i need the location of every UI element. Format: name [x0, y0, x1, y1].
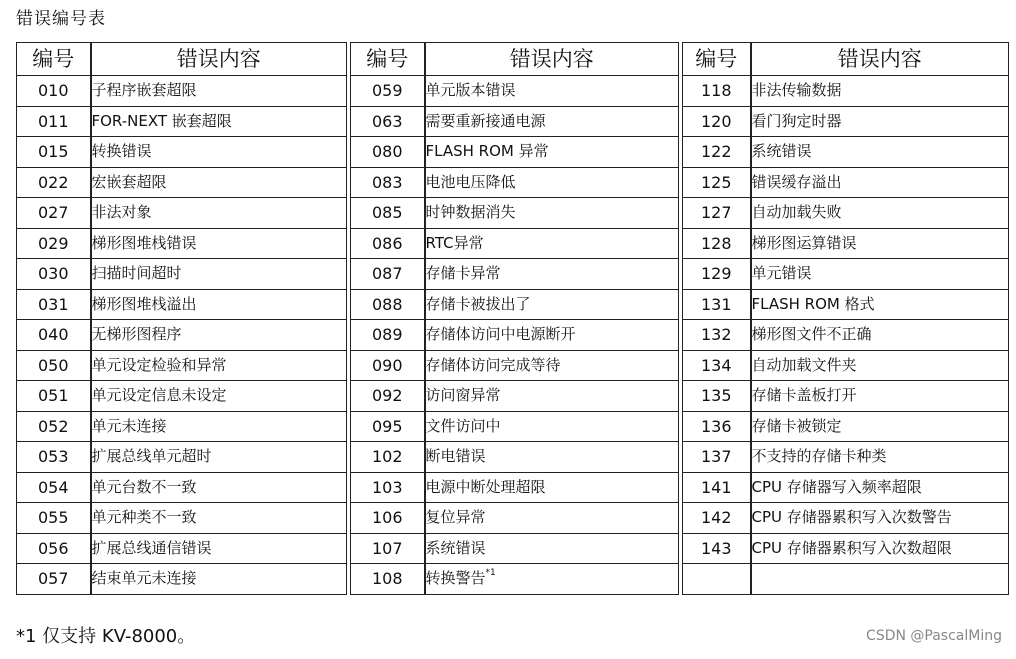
- error-description-text: 时钟数据消失: [425, 203, 516, 222]
- error-code: 134: [683, 350, 751, 381]
- table-row: [17, 228, 347, 259]
- error-code: 125: [683, 167, 751, 198]
- error-code: 022: [17, 167, 91, 198]
- error-code: 141: [683, 472, 751, 503]
- table-row: [17, 289, 347, 320]
- error-description: [425, 76, 679, 107]
- error-code: 063: [351, 106, 425, 137]
- error-code: 055: [17, 503, 91, 534]
- header-content: 错误内容: [425, 43, 679, 76]
- error-code: 015: [17, 137, 91, 168]
- table-row: [351, 350, 679, 381]
- error-code: 095: [351, 411, 425, 442]
- error-code: 057: [17, 564, 91, 595]
- error-description-text: 文件访问中: [425, 416, 501, 435]
- error-code: 010: [17, 76, 91, 107]
- table-row: [351, 533, 679, 564]
- error-description: [91, 442, 347, 473]
- error-description: [425, 564, 679, 595]
- error-code: 142: [683, 503, 751, 534]
- table-row: [683, 137, 1009, 168]
- table-row: [17, 320, 347, 351]
- error-description: [751, 564, 1009, 595]
- error-code: 120: [683, 106, 751, 137]
- error-description-text: RTC异常: [425, 233, 484, 252]
- error-description-text: CPU 存储器累积写入次数超限: [751, 538, 952, 557]
- error-description-text: 看门狗定时器: [751, 111, 842, 130]
- table-row: [17, 350, 347, 381]
- error-description: [425, 106, 679, 137]
- error-description: [91, 381, 347, 412]
- error-code: 102: [351, 442, 425, 473]
- table-row: [17, 472, 347, 503]
- table-row: [17, 442, 347, 473]
- error-description: [751, 137, 1009, 168]
- error-description: [425, 533, 679, 564]
- error-description: [91, 259, 347, 290]
- error-description: [91, 472, 347, 503]
- error-description: [751, 503, 1009, 534]
- header-code: 编号: [351, 43, 425, 76]
- error-description: [751, 76, 1009, 107]
- error-description: [425, 137, 679, 168]
- table-row: [683, 228, 1009, 259]
- table-row: [351, 442, 679, 473]
- table-row: [17, 106, 347, 137]
- table-row: [683, 503, 1009, 534]
- error-description-text: 转换警告: [425, 569, 486, 588]
- error-table-2: [350, 42, 679, 595]
- table-row: [683, 106, 1009, 137]
- error-description: [91, 320, 347, 351]
- error-description: [91, 350, 347, 381]
- error-code: 122: [683, 137, 751, 168]
- error-description: [425, 289, 679, 320]
- error-code: 051: [17, 381, 91, 412]
- error-description-text: 梯形图运算错误: [751, 233, 857, 252]
- error-description-text: 存储卡盖板打开: [751, 386, 857, 405]
- table-row: [351, 228, 679, 259]
- error-code: [683, 564, 751, 595]
- header-code: 编号: [683, 43, 751, 76]
- error-description-text: 梯形图文件不正确: [751, 325, 872, 344]
- error-description: [751, 320, 1009, 351]
- table-row: [351, 564, 679, 595]
- error-description: [425, 442, 679, 473]
- error-description-text: 子程序嵌套超限: [91, 81, 197, 100]
- error-description: [751, 472, 1009, 503]
- table-row: [351, 320, 679, 351]
- error-code: 135: [683, 381, 751, 412]
- error-code: 011: [17, 106, 91, 137]
- table-row: [17, 411, 347, 442]
- error-description: [91, 167, 347, 198]
- error-description-text: 存储卡被拔出了: [425, 294, 531, 313]
- error-description-text: 无梯形图程序: [91, 325, 182, 344]
- error-description: [91, 564, 347, 595]
- header-code: 编号: [17, 43, 91, 76]
- error-code: 118: [683, 76, 751, 107]
- table-row: [17, 503, 347, 534]
- footnote-marker: *1: [485, 568, 496, 579]
- error-description: [91, 198, 347, 229]
- error-code: 136: [683, 411, 751, 442]
- error-description: [425, 381, 679, 412]
- error-description: [425, 320, 679, 351]
- table-row: [17, 381, 347, 412]
- error-code: 050: [17, 350, 91, 381]
- error-code: 059: [351, 76, 425, 107]
- error-code: 127: [683, 198, 751, 229]
- error-description: [91, 289, 347, 320]
- error-description: [751, 350, 1009, 381]
- error-code: 128: [683, 228, 751, 259]
- error-code: 027: [17, 198, 91, 229]
- table-row: [683, 533, 1009, 564]
- watermark: CSDN @PascalMing: [866, 628, 1002, 644]
- error-description-text: 梯形图堆栈错误: [91, 233, 197, 252]
- error-description: [91, 106, 347, 137]
- table-row: [351, 472, 679, 503]
- error-table-1: [16, 42, 347, 595]
- table-row: [351, 289, 679, 320]
- error-code: 089: [351, 320, 425, 351]
- error-description-text: 扫描时间超时: [91, 264, 182, 283]
- error-description: [91, 137, 347, 168]
- error-description-text: 非法对象: [91, 203, 152, 222]
- error-description-text: 扩展总线单元超时: [91, 447, 212, 466]
- table-row: [17, 259, 347, 290]
- error-description-text: 单元版本错误: [425, 81, 516, 100]
- error-description-text: 宏嵌套超限: [91, 172, 167, 191]
- error-code: 083: [351, 167, 425, 198]
- table-row: [683, 198, 1009, 229]
- error-code: 056: [17, 533, 91, 564]
- error-code: 106: [351, 503, 425, 534]
- error-description: [425, 350, 679, 381]
- error-code: 029: [17, 228, 91, 259]
- error-description-text: 断电错误: [425, 447, 486, 466]
- error-code: 052: [17, 411, 91, 442]
- error-description-text: 电源中断处理超限: [425, 477, 546, 496]
- error-description-text: 单元错误: [751, 264, 812, 283]
- error-description-text: 单元台数不一致: [91, 477, 197, 496]
- error-description-text: 需要重新接通电源: [425, 111, 546, 130]
- error-code: 107: [351, 533, 425, 564]
- error-description-text: FLASH ROM 格式: [751, 294, 875, 313]
- table-row: [683, 320, 1009, 351]
- table-row: [17, 198, 347, 229]
- table-row: [17, 167, 347, 198]
- table-row: [683, 167, 1009, 198]
- error-description: [751, 259, 1009, 290]
- table-row: [17, 564, 347, 595]
- header-content: 错误内容: [751, 43, 1009, 76]
- error-description-text: 复位异常: [425, 508, 486, 527]
- error-description: [425, 503, 679, 534]
- table-row: [683, 564, 1009, 595]
- error-description: [751, 442, 1009, 473]
- error-description: [425, 198, 679, 229]
- error-description: [751, 198, 1009, 229]
- error-description: [91, 76, 347, 107]
- table-row: [351, 259, 679, 290]
- error-description-text: 存储体访问完成等待: [425, 355, 561, 374]
- error-description-text: 非法传输数据: [751, 81, 842, 100]
- error-description: [751, 289, 1009, 320]
- error-code: 080: [351, 137, 425, 168]
- error-description: [751, 167, 1009, 198]
- table-row: [17, 76, 347, 107]
- error-code: 054: [17, 472, 91, 503]
- error-description-text: 单元种类不一致: [91, 508, 197, 527]
- table-row: [17, 533, 347, 564]
- error-table-3: [682, 42, 1009, 595]
- error-code: 088: [351, 289, 425, 320]
- footnote: *1 仅支持 KV-8000。: [16, 626, 196, 647]
- table-row: [351, 76, 679, 107]
- error-code: 132: [683, 320, 751, 351]
- error-description-text: 结束单元未连接: [91, 569, 197, 588]
- table-row: [683, 472, 1009, 503]
- error-description-text: CPU 存储器累积写入次数警告: [751, 508, 952, 527]
- error-code: 087: [351, 259, 425, 290]
- table-row: [351, 381, 679, 412]
- table-row: [17, 137, 347, 168]
- table-row: [351, 167, 679, 198]
- table-row: [351, 503, 679, 534]
- error-description-text: FLASH ROM 异常: [425, 142, 549, 161]
- error-description: [425, 472, 679, 503]
- error-code: 085: [351, 198, 425, 229]
- error-code: 031: [17, 289, 91, 320]
- error-description: [91, 503, 347, 534]
- error-description: [751, 381, 1009, 412]
- error-code: 030: [17, 259, 91, 290]
- error-description: [91, 411, 347, 442]
- error-code: 053: [17, 442, 91, 473]
- table-row: [351, 106, 679, 137]
- error-code: 129: [683, 259, 751, 290]
- error-code: 092: [351, 381, 425, 412]
- error-description-text: 自动加载失败: [751, 203, 842, 222]
- table-row: [683, 442, 1009, 473]
- error-description: [91, 533, 347, 564]
- error-description: [425, 167, 679, 198]
- error-description: [751, 533, 1009, 564]
- error-description: [425, 259, 679, 290]
- table-row: [683, 381, 1009, 412]
- error-description-text: 访问窗异常: [425, 386, 501, 405]
- error-description-text: 错误缓存溢出: [751, 172, 842, 191]
- error-description-text: 扩展总线通信错误: [91, 538, 212, 557]
- table-row: [683, 289, 1009, 320]
- error-code: 090: [351, 350, 425, 381]
- error-description-text: FOR-NEXT 嵌套超限: [91, 111, 232, 130]
- table-row: [351, 137, 679, 168]
- error-description-text: 系统错误: [425, 538, 486, 557]
- error-description: [425, 411, 679, 442]
- error-description: [91, 228, 347, 259]
- error-description-text: 梯形图堆栈溢出: [91, 294, 197, 313]
- error-description-text: 不支持的存储卡种类: [751, 447, 887, 466]
- error-description: [751, 228, 1009, 259]
- table-row: [351, 411, 679, 442]
- header-content: 错误内容: [91, 43, 347, 76]
- error-description-text: CPU 存储器写入频率超限: [751, 477, 922, 496]
- error-description-text: 单元未连接: [91, 416, 167, 435]
- error-code: 137: [683, 442, 751, 473]
- error-description-text: 系统错误: [751, 142, 812, 161]
- error-description: [751, 106, 1009, 137]
- error-code: 131: [683, 289, 751, 320]
- table-row: [683, 259, 1009, 290]
- error-code: 103: [351, 472, 425, 503]
- error-code: 040: [17, 320, 91, 351]
- error-description-text: 存储体访问中电源断开: [425, 325, 576, 344]
- error-description-text: 存储卡被锁定: [751, 416, 842, 435]
- error-description-text: 电池电压降低: [425, 172, 516, 191]
- page-title: 错误编号表: [16, 9, 106, 29]
- error-description-text: 单元设定信息未设定: [91, 386, 227, 405]
- table-row: [683, 76, 1009, 107]
- error-code: 086: [351, 228, 425, 259]
- error-description-text: 存储卡异常: [425, 264, 501, 283]
- table-row: [683, 350, 1009, 381]
- error-description-text: 单元设定检验和异常: [91, 355, 227, 374]
- error-description-text: 转换错误: [91, 142, 152, 161]
- error-description: [751, 411, 1009, 442]
- table-row: [683, 411, 1009, 442]
- error-code: 108: [351, 564, 425, 595]
- error-code: 143: [683, 533, 751, 564]
- error-description-text: 自动加载文件夹: [751, 355, 857, 374]
- table-row: [351, 198, 679, 229]
- error-description: [425, 228, 679, 259]
